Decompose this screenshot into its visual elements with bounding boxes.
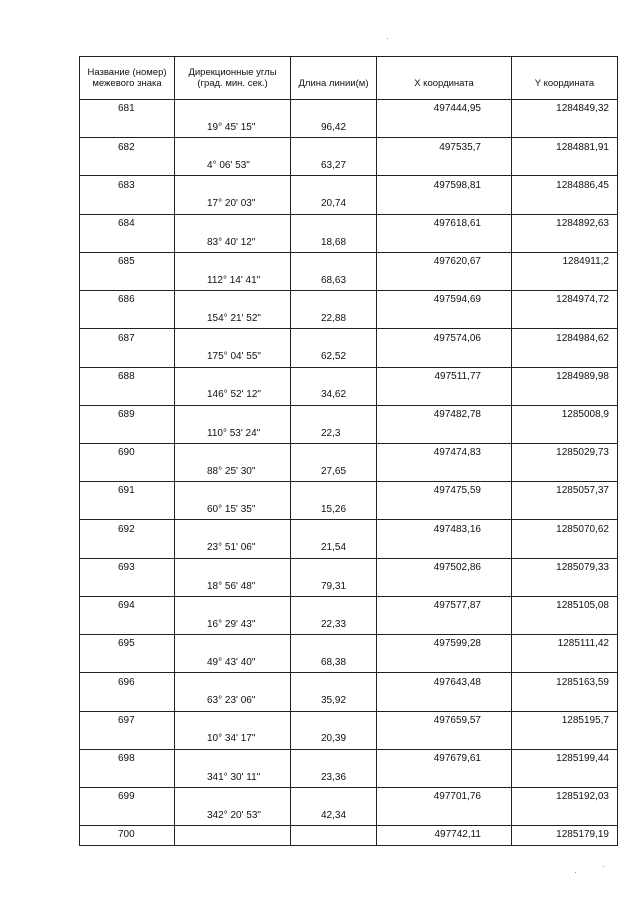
point-name: 685 (80, 252, 175, 271)
empty-cell (377, 233, 512, 252)
empty-cell (291, 138, 377, 157)
empty-cell (80, 615, 175, 634)
direction-angle: 154° 21' 52" (175, 310, 291, 329)
empty-cell (512, 577, 618, 596)
y-coordinate: 1284984,62 (512, 329, 618, 348)
empty-cell (291, 787, 377, 806)
point-name: 696 (80, 673, 175, 692)
empty-cell (377, 730, 512, 749)
y-coordinate: 1285163,59 (512, 673, 618, 692)
empty-cell (512, 424, 618, 443)
empty-cell (175, 711, 291, 730)
empty-cell (175, 138, 291, 157)
y-coordinate: 1284849,32 (512, 100, 618, 119)
empty-cell (175, 176, 291, 195)
x-coordinate: 497482,78 (377, 405, 512, 424)
empty-cell (512, 807, 618, 826)
empty-cell (175, 482, 291, 501)
line-length: 42,34 (291, 807, 377, 826)
empty-cell (291, 252, 377, 271)
direction-angle: 16° 29' 43" (175, 615, 291, 634)
line-length: 18,68 (291, 233, 377, 252)
direction-angle: 60° 15' 35" (175, 501, 291, 520)
y-coordinate: 1285029,73 (512, 443, 618, 462)
point-row (80, 443, 618, 462)
point-row (80, 826, 618, 846)
line-length: 96,42 (291, 119, 377, 138)
empty-cell (291, 673, 377, 692)
empty-cell (377, 692, 512, 711)
empty-cell (80, 501, 175, 520)
point-name: 687 (80, 329, 175, 348)
empty-cell (291, 329, 377, 348)
segment-row (80, 539, 618, 558)
point-name: 683 (80, 176, 175, 195)
empty-cell (80, 271, 175, 290)
empty-cell (80, 539, 175, 558)
scan-speck (387, 38, 388, 39)
header-y-coordinate: Y координата (512, 57, 618, 100)
segment-row (80, 501, 618, 520)
y-coordinate: 1285195,7 (512, 711, 618, 730)
empty-cell (291, 100, 377, 119)
segment-row (80, 386, 618, 405)
point-row (80, 291, 618, 310)
direction-angle: 10° 34' 17" (175, 730, 291, 749)
line-length: 63,27 (291, 157, 377, 176)
point-name: 689 (80, 405, 175, 424)
empty-cell (512, 348, 618, 367)
empty-cell (80, 233, 175, 252)
line-length: 68,38 (291, 654, 377, 673)
point-row (80, 596, 618, 615)
line-length: 27,65 (291, 463, 377, 482)
point-row (80, 138, 618, 157)
empty-cell (291, 711, 377, 730)
empty-cell (175, 596, 291, 615)
empty-cell (291, 214, 377, 233)
segment-row (80, 195, 618, 214)
x-coordinate: 497535,7 (377, 138, 512, 157)
empty-cell (291, 405, 377, 424)
empty-cell (291, 558, 377, 577)
x-coordinate: 497594,69 (377, 291, 512, 310)
line-length: 34,62 (291, 386, 377, 405)
y-coordinate: 1285192,03 (512, 787, 618, 806)
point-name: 694 (80, 596, 175, 615)
empty-cell (512, 195, 618, 214)
empty-cell (291, 826, 377, 846)
x-coordinate: 497502,86 (377, 558, 512, 577)
x-coordinate: 497679,61 (377, 749, 512, 768)
point-name: 695 (80, 635, 175, 654)
line-length: 23,36 (291, 768, 377, 787)
empty-cell (80, 386, 175, 405)
y-coordinate: 1284886,45 (512, 176, 618, 195)
y-coordinate: 1284881,91 (512, 138, 618, 157)
segment-row (80, 692, 618, 711)
empty-cell (175, 214, 291, 233)
table-body (80, 100, 618, 846)
empty-cell (80, 119, 175, 138)
empty-cell (291, 291, 377, 310)
segment-row (80, 463, 618, 482)
empty-cell (377, 310, 512, 329)
y-coordinate: 1285105,08 (512, 596, 618, 615)
header-x-coordinate: X координата (377, 57, 512, 100)
empty-cell (80, 157, 175, 176)
line-length: 35,92 (291, 692, 377, 711)
x-coordinate: 497599,28 (377, 635, 512, 654)
line-length: 20,39 (291, 730, 377, 749)
y-coordinate: 1284974,72 (512, 291, 618, 310)
empty-cell (512, 386, 618, 405)
scan-speck (603, 866, 604, 867)
segment-row (80, 730, 618, 749)
empty-cell (512, 768, 618, 787)
table-header (80, 57, 618, 100)
segment-row (80, 424, 618, 443)
point-name: 686 (80, 291, 175, 310)
empty-cell (512, 539, 618, 558)
empty-cell (80, 195, 175, 214)
point-name: 682 (80, 138, 175, 157)
y-coordinate: 1285070,62 (512, 520, 618, 539)
point-row (80, 405, 618, 424)
empty-cell (377, 157, 512, 176)
segment-row (80, 654, 618, 673)
empty-cell (175, 252, 291, 271)
segment-row (80, 119, 618, 138)
empty-cell (512, 654, 618, 673)
empty-cell (377, 807, 512, 826)
empty-cell (377, 386, 512, 405)
empty-cell (512, 730, 618, 749)
point-row (80, 749, 618, 768)
direction-angle: 146° 52' 12" (175, 386, 291, 405)
line-length: 15,26 (291, 501, 377, 520)
x-coordinate: 497643,48 (377, 673, 512, 692)
empty-cell (512, 119, 618, 138)
x-coordinate: 497701,76 (377, 787, 512, 806)
point-row (80, 558, 618, 577)
direction-angle: 112° 14' 41" (175, 271, 291, 290)
boundary-points-sheet (79, 56, 617, 846)
x-coordinate: 497474,83 (377, 443, 512, 462)
empty-cell (175, 520, 291, 539)
point-name: 700 (80, 826, 175, 846)
point-row (80, 673, 618, 692)
point-name: 688 (80, 367, 175, 386)
point-name: 681 (80, 100, 175, 119)
x-coordinate: 497511,77 (377, 367, 512, 386)
direction-angle: 19° 45' 15" (175, 119, 291, 138)
point-name: 691 (80, 482, 175, 501)
empty-cell (377, 348, 512, 367)
segment-row (80, 271, 618, 290)
segment-row (80, 348, 618, 367)
point-name: 690 (80, 443, 175, 462)
line-length: 20,74 (291, 195, 377, 214)
empty-cell (291, 596, 377, 615)
empty-cell (80, 463, 175, 482)
empty-cell (80, 577, 175, 596)
empty-cell (80, 768, 175, 787)
empty-cell (175, 405, 291, 424)
direction-angle: 88° 25' 30" (175, 463, 291, 482)
point-row (80, 329, 618, 348)
empty-cell (377, 539, 512, 558)
point-name: 693 (80, 558, 175, 577)
y-coordinate: 1284911,2 (512, 252, 618, 271)
empty-cell (80, 310, 175, 329)
point-row (80, 711, 618, 730)
header-line-length: Длина линии(м) (291, 57, 377, 100)
empty-cell (80, 807, 175, 826)
segment-row (80, 233, 618, 252)
direction-angle: 23° 51' 06" (175, 539, 291, 558)
empty-cell (80, 692, 175, 711)
segment-row (80, 807, 618, 826)
empty-cell (291, 749, 377, 768)
empty-cell (377, 615, 512, 634)
line-length: 68,63 (291, 271, 377, 290)
point-row (80, 787, 618, 806)
direction-angle: 4° 06' 53" (175, 157, 291, 176)
y-coordinate: 1285057,37 (512, 482, 618, 501)
empty-cell (512, 233, 618, 252)
point-row (80, 520, 618, 539)
y-coordinate: 1285111,42 (512, 635, 618, 654)
header-direction-angle: Дирекционные углы (град. мин. сек.) (175, 57, 291, 100)
point-name: 699 (80, 787, 175, 806)
empty-cell (291, 367, 377, 386)
empty-cell (512, 463, 618, 482)
x-coordinate: 497620,67 (377, 252, 512, 271)
point-name: 684 (80, 214, 175, 233)
empty-cell (377, 271, 512, 290)
empty-cell (175, 787, 291, 806)
empty-cell (512, 692, 618, 711)
line-length: 22,33 (291, 615, 377, 634)
empty-cell (512, 501, 618, 520)
line-length: 22,3 (291, 424, 377, 443)
empty-cell (80, 730, 175, 749)
segment-row (80, 310, 618, 329)
point-row (80, 367, 618, 386)
x-coordinate: 497598,81 (377, 176, 512, 195)
empty-cell (175, 558, 291, 577)
x-coordinate: 497659,57 (377, 711, 512, 730)
empty-cell (175, 635, 291, 654)
direction-angle: 63° 23' 06" (175, 692, 291, 711)
x-coordinate: 497444,95 (377, 100, 512, 119)
empty-cell (377, 654, 512, 673)
empty-cell (80, 654, 175, 673)
x-coordinate: 497577,87 (377, 596, 512, 615)
empty-cell (175, 443, 291, 462)
x-coordinate: 497475,59 (377, 482, 512, 501)
point-row (80, 482, 618, 501)
segment-row (80, 768, 618, 787)
point-name: 692 (80, 520, 175, 539)
empty-cell (291, 482, 377, 501)
point-name: 698 (80, 749, 175, 768)
empty-cell (512, 310, 618, 329)
line-length: 22,88 (291, 310, 377, 329)
empty-cell (377, 424, 512, 443)
empty-cell (512, 271, 618, 290)
empty-cell (175, 826, 291, 846)
point-row (80, 635, 618, 654)
empty-cell (291, 520, 377, 539)
empty-cell (175, 100, 291, 119)
empty-cell (80, 424, 175, 443)
empty-cell (291, 176, 377, 195)
point-row (80, 176, 618, 195)
x-coordinate: 497483,16 (377, 520, 512, 539)
segment-row (80, 615, 618, 634)
direction-angle: 49° 43' 40" (175, 654, 291, 673)
segment-row (80, 157, 618, 176)
direction-angle: 18° 56' 48" (175, 577, 291, 596)
empty-cell (291, 635, 377, 654)
x-coordinate: 497742,11 (377, 826, 512, 846)
empty-cell (377, 119, 512, 138)
direction-angle: 110° 53' 24" (175, 424, 291, 443)
y-coordinate: 1285008,9 (512, 405, 618, 424)
empty-cell (175, 291, 291, 310)
point-row (80, 252, 618, 271)
empty-cell (377, 501, 512, 520)
point-row (80, 214, 618, 233)
direction-angle: 341° 30' 11" (175, 768, 291, 787)
empty-cell (512, 615, 618, 634)
empty-cell (377, 768, 512, 787)
empty-cell (175, 673, 291, 692)
line-length: 62,52 (291, 348, 377, 367)
direction-angle: 17° 20' 03" (175, 195, 291, 214)
empty-cell (175, 329, 291, 348)
empty-cell (512, 157, 618, 176)
y-coordinate: 1284892,63 (512, 214, 618, 233)
y-coordinate: 1284989,98 (512, 367, 618, 386)
direction-angle: 342° 20' 53" (175, 807, 291, 826)
empty-cell (377, 463, 512, 482)
point-name: 697 (80, 711, 175, 730)
x-coordinate: 497618,61 (377, 214, 512, 233)
coordinates-table (79, 56, 618, 846)
header-point-name: Название (номер) межевого знака (80, 57, 175, 100)
x-coordinate: 497574,06 (377, 329, 512, 348)
scan-speck (575, 872, 576, 873)
empty-cell (291, 443, 377, 462)
y-coordinate: 1285179,19 (512, 826, 618, 846)
point-row (80, 100, 618, 119)
y-coordinate: 1285079,33 (512, 558, 618, 577)
empty-cell (377, 195, 512, 214)
y-coordinate: 1285199,44 (512, 749, 618, 768)
empty-cell (80, 348, 175, 367)
direction-angle: 175° 04' 55" (175, 348, 291, 367)
empty-cell (175, 367, 291, 386)
segment-row (80, 577, 618, 596)
line-length: 79,31 (291, 577, 377, 596)
line-length: 21,54 (291, 539, 377, 558)
empty-cell (377, 577, 512, 596)
direction-angle: 83° 40' 12" (175, 233, 291, 252)
empty-cell (175, 749, 291, 768)
